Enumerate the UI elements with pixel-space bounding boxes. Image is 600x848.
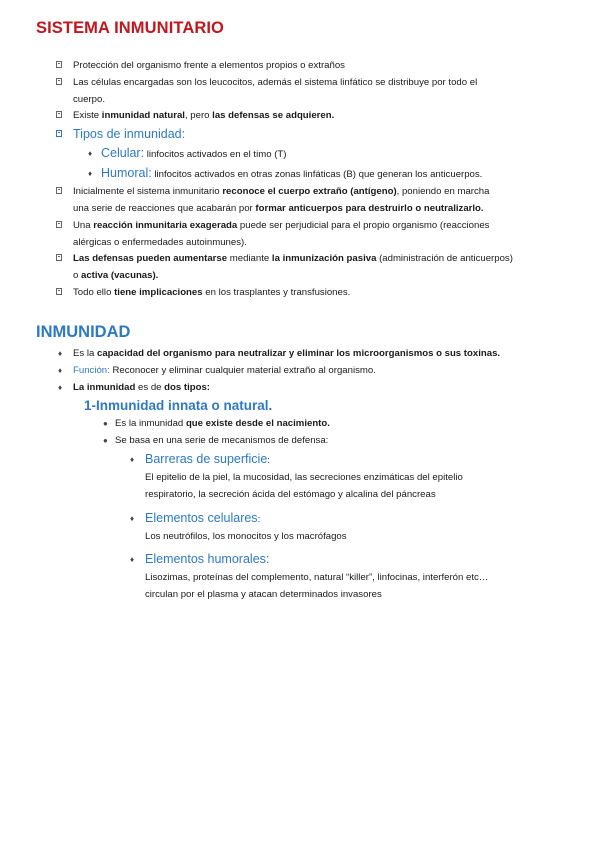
list-item <box>0 125 600 144</box>
diamond-icon: ♦ <box>88 169 93 179</box>
bold-run: Las defensas pueden aumentarse <box>73 253 228 265</box>
diamond-icon: ♦ <box>58 365 63 375</box>
text-run: Inicialmente el sistema inmunitario <box>73 186 223 198</box>
label-funcion: Función: <box>73 364 110 376</box>
box-bullet-icon <box>56 108 62 125</box>
list-item-text: Protección del organismo frente a elementos propios o extraños <box>73 60 345 71</box>
list-item <box>0 433 600 450</box>
text-run: : <box>257 513 261 525</box>
text-run: Reconocer y eliminar cualquier material extraño al organismo. <box>109 364 376 376</box>
page-title: SISTEMA INMUNITARIO <box>36 19 224 37</box>
text-line: respiratorio, la secreción ácida del estómago y alcalina del páncreas <box>145 488 436 500</box>
bold-run: la inmunización pasiva <box>271 253 377 265</box>
subheading-tipos: Tipos de inmunidad: <box>73 127 186 142</box>
list-item <box>0 380 600 397</box>
list-item <box>0 416 600 433</box>
text-run: puede ser perjudicial para el propio organismo (reacciones <box>237 219 490 231</box>
bold-run: que existe desde el nacimiento. <box>185 418 330 430</box>
list-item <box>0 363 600 380</box>
sub-item <box>0 450 600 470</box>
list-item <box>0 285 600 302</box>
diamond-icon: ♦ <box>88 149 93 159</box>
dot-bullet-icon: ● <box>103 419 108 429</box>
box-bullet-icon <box>56 285 62 302</box>
box-bullet-icon <box>56 218 62 235</box>
list-item <box>0 75 600 109</box>
sub-item-text <box>0 570 600 604</box>
text-run: alérgicas o enfermedades autoinmunes). <box>73 236 247 248</box>
diamond-icon: ♦ <box>58 382 63 392</box>
text-run: o <box>73 270 82 282</box>
label-celular: Celular: <box>101 146 145 161</box>
sub-heading: Elementos humorales: <box>145 552 270 567</box>
bold-run: activa (vacunas). <box>81 270 159 282</box>
sub-item <box>0 509 600 529</box>
box-bullet-icon <box>56 251 62 268</box>
label-humoral: Humoral: <box>101 166 152 181</box>
list-item <box>0 58 600 75</box>
section-title-inmunidad: INMUNIDAD <box>36 323 131 341</box>
sub-item-text <box>0 529 600 546</box>
list-item <box>0 218 600 252</box>
box-bullet-icon <box>56 75 62 92</box>
text-run: Se basa en una serie de mecanismos de defensa: <box>115 435 329 447</box>
list-item <box>0 164 600 184</box>
diamond-icon: ♦ <box>130 513 135 523</box>
list-item <box>0 346 600 363</box>
text-line: Lisozimas, proteínas del complemento, natural “killer”, linfocinas, interferón etc… <box>145 572 489 584</box>
bold-run: formar anticuerpos para destruirlo o neutralizarlo. <box>255 202 484 214</box>
subsection-heading-row <box>0 396 600 416</box>
box-bullet-icon <box>56 184 62 201</box>
text-run: Es la inmunidad <box>115 418 186 430</box>
list-item <box>0 144 600 164</box>
text-run: en los trasplantes y transfusiones. <box>202 286 351 298</box>
list-item-text: Las células encargadas son los leucocitos, además el sistema linfático se distribuye por todo el <box>73 76 478 88</box>
text-run: una serie de reacciones que acabarán por <box>73 202 256 214</box>
text-line: El epitelio de la piel, la mucosidad, las secreciones enzimáticas del epitelio <box>145 471 463 483</box>
list-item-text-cont: cuerpo. <box>73 93 105 105</box>
sub-item-text <box>0 470 600 504</box>
text-run: linfocitos activados en el timo (T) <box>144 149 287 161</box>
sub-item <box>0 550 600 570</box>
box-bullet-icon <box>56 125 62 144</box>
list-item <box>0 251 600 285</box>
section-sistema-inmunitario <box>0 58 600 302</box>
diamond-icon: ♦ <box>58 349 63 358</box>
bold-run: las defensas se adquieren. <box>212 110 335 122</box>
dot-bullet-icon: ● <box>103 436 108 446</box>
text-run: Existe <box>73 110 102 122</box>
bold-run: tiene implicaciones <box>114 286 203 298</box>
text-run: : <box>267 454 270 466</box>
bold-run: inmunidad natural <box>101 110 185 122</box>
sub-heading: Barreras de superficie <box>145 451 268 466</box>
subsection-heading: 1-Inmunidad innata o natural. <box>84 398 273 414</box>
bold-run: reconoce el cuerpo extraño (antígeno) <box>222 186 397 198</box>
text-run: linfocitos activados en otras zonas linfáticas (B) que generan los anticuerpos. <box>151 169 483 181</box>
box-bullet-icon <box>56 58 62 75</box>
text-run: Todo ello <box>73 286 115 298</box>
text-run: (administración de anticuerpos) <box>376 253 513 265</box>
text-run: , poniendo en marcha <box>396 186 490 198</box>
text-run: mediante <box>227 253 272 265</box>
bold-run: La inmunidad <box>73 381 136 393</box>
text-line: Los neutrófilos, los monocitos y los macrófagos <box>145 530 347 542</box>
text-line: circulan por el plasma y atacan determinados invasores <box>145 589 382 601</box>
section-inmunidad <box>0 346 600 604</box>
bold-run: dos tipos: <box>164 381 211 393</box>
bold-run: capacidad del organismo para neutralizar y eliminar los microorganismos o sus toxinas. <box>97 348 501 359</box>
list-item <box>0 108 600 125</box>
text-run: es de <box>135 381 165 393</box>
text-run: Una <box>73 219 94 231</box>
text-run: , pero <box>184 110 213 122</box>
list-item <box>0 184 600 218</box>
sub-heading: Elementos celulares <box>145 510 258 525</box>
text-run: Es la <box>73 348 97 359</box>
diamond-icon: ♦ <box>130 454 135 464</box>
diamond-icon: ♦ <box>130 555 135 565</box>
bold-run: reacción inmunitaria exagerada <box>93 219 238 231</box>
